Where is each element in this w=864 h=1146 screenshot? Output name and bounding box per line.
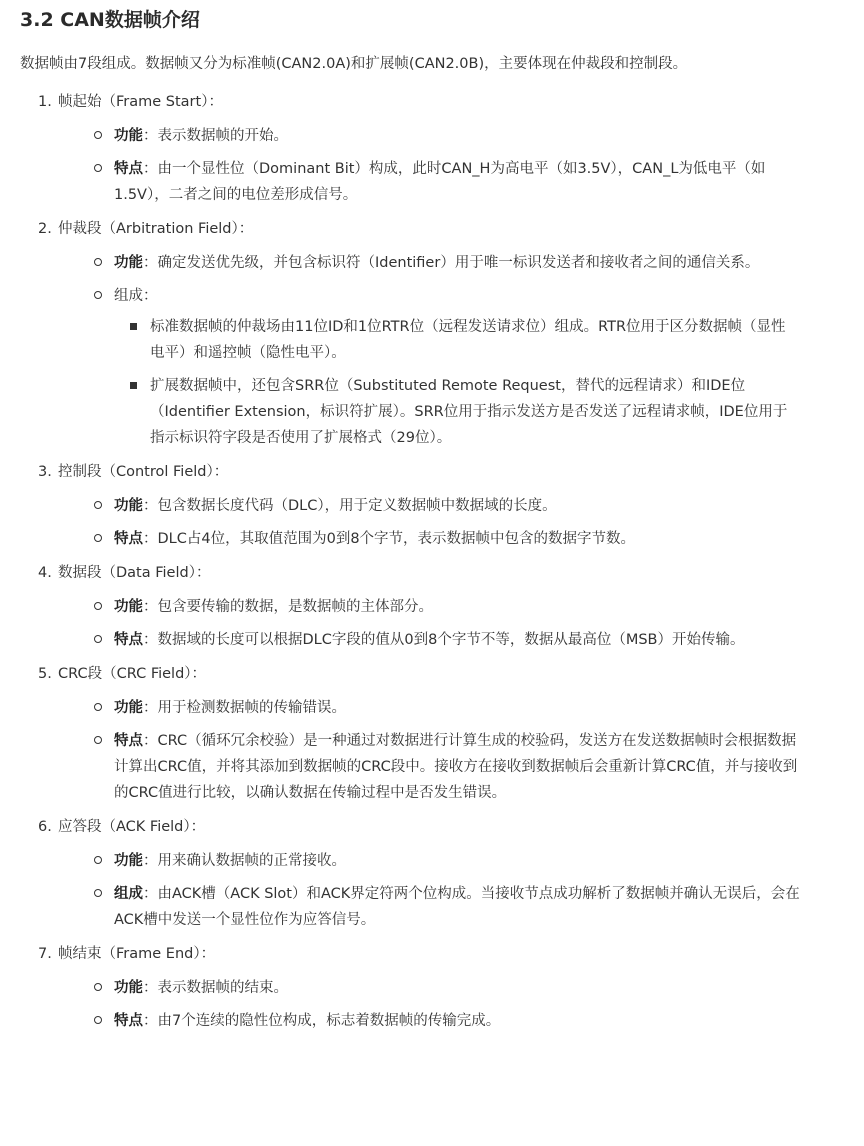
- bullet-text: ：CRC（循环冗余校验）是一种通过对数据进行计算生成的校验码，发送方在发送数据帧时会根据数据计算出CRC值，并将其添加到数据帧的CRC段中。接收方在接收到数据帧后会重新计算CRC值，并与接收到的CRC值进行比较，以确认数据在传输过程中是否发生错误。: [114, 733, 798, 801]
- bullet-label: 功能: [114, 255, 143, 271]
- section-number: 6.: [38, 819, 52, 835]
- section-title-text: 应答段（ACK Field）：: [58, 819, 206, 835]
- section-number: 7.: [38, 946, 52, 962]
- section-title-text: 帧结束（Frame End）：: [58, 946, 216, 962]
- intro-paragraph: 数据帧由7段组成。数据帧又分为标准帧(CAN2.0A)和扩展帧(CAN2.0B)，主要体现在仲裁段和控制段。: [20, 56, 688, 72]
- bullet-label: 功能: [114, 700, 143, 716]
- sub-bullet-item: 标准数据帧的仲裁场由11位ID和1位RTR位（远程发送请求位）组成。RTR位用于区分数据帧（显性电平）和遥控帧（隐性电平）。: [150, 314, 800, 366]
- section-number: 2.: [38, 221, 52, 237]
- section-item: [38, 660, 800, 806]
- bullet-label: 特点: [114, 531, 143, 547]
- bullet-list: [58, 123, 800, 208]
- bullet-text: ：表示数据帧的开始。: [143, 128, 288, 144]
- bullet-item: [114, 627, 800, 653]
- bullet-item: [114, 975, 800, 1001]
- bullet-item: [114, 728, 800, 806]
- section-heading: 3.2 CAN数据帧介绍: [20, 9, 200, 31]
- section-title: [38, 660, 800, 688]
- bullet-text: ：表示数据帧的结束。: [143, 980, 288, 996]
- section-item: [38, 940, 800, 1034]
- section-number: 3.: [38, 464, 52, 480]
- bullet-text: ：由ACK槽（ACK Slot）和ACK界定符两个位构成。当接收节点成功解析了数据帧并确认无误后，会在ACK槽中发送一个显性位作为应答信号。: [114, 886, 800, 928]
- section-title: [38, 940, 800, 968]
- bullet-text: ：DLC占4位，其取值范围为0到8个字节，表示数据帧中包含的数据字节数。: [143, 531, 636, 547]
- section-list: [20, 88, 800, 1034]
- bullet-item: [114, 493, 800, 519]
- bullet-item: [114, 283, 800, 451]
- bullet-label: 特点: [114, 161, 143, 177]
- bullet-label: 功能: [114, 599, 143, 615]
- section-title: [38, 458, 800, 486]
- section-title: [38, 88, 800, 116]
- section-number: 1.: [38, 94, 52, 110]
- frame-sections: [20, 88, 800, 1041]
- bullet-label: 功能: [114, 128, 143, 144]
- bullet-text: ：确定发送优先级，并包含标识符（Identifier）用于唯一标识发送者和接收者之间的通信关系。: [143, 255, 760, 271]
- section-item: [38, 215, 800, 451]
- bullet-list: [58, 594, 800, 653]
- bullet-text: ：包含要传输的数据，是数据帧的主体部分。: [143, 599, 433, 615]
- sub-bullet-item: 扩展数据帧中，还包含SRR位（Substituted Remote Request，替代的远程请求）和IDE位（Identifier Extension，标识符扩展）。SRR位用于指示发送方是否发送了远程请求帧，IDE位用于指示标识符字段是否使用了扩展格式（29位）。: [150, 373, 800, 451]
- bullet-text: ：包含数据长度代码（DLC），用于定义数据帧中数据域的长度。: [143, 498, 557, 514]
- bullet-list: [58, 975, 800, 1034]
- section-title: [38, 813, 800, 841]
- bullet-text: ：用于检测数据帧的传输错误。: [143, 700, 346, 716]
- bullet-label: 功能: [114, 853, 143, 869]
- section-title-text: 仲裁段（Arbitration Field）：: [58, 221, 254, 237]
- bullet-list: [58, 250, 800, 451]
- bullet-item: [114, 1008, 800, 1034]
- bullet-item: [114, 695, 800, 721]
- section-item: [38, 559, 800, 653]
- bullet-label: 特点: [114, 733, 143, 749]
- bullet-label: 特点: [114, 1013, 143, 1029]
- section-title-text: 数据段（Data Field）：: [58, 565, 211, 581]
- bullet-text: 组成：: [114, 288, 158, 304]
- bullet-label: 组成: [114, 886, 143, 902]
- section-title-text: CRC段（CRC Field）：: [58, 666, 207, 682]
- bullet-label: 功能: [114, 498, 143, 514]
- bullet-item: [114, 526, 800, 552]
- section-item: [38, 458, 800, 552]
- bullet-list: [58, 695, 800, 806]
- bullet-item: [114, 848, 800, 874]
- section-title-text: 控制段（Control Field）：: [58, 464, 229, 480]
- bullet-label: 特点: [114, 632, 143, 648]
- sub-bullet-list: [114, 314, 800, 451]
- section-number: 4.: [38, 565, 52, 581]
- section-title-text: 帧起始（Frame Start）：: [58, 94, 223, 110]
- bullet-text: ：由7个连续的隐性位构成，标志着数据帧的传输完成。: [143, 1013, 501, 1029]
- bullet-text: ：数据域的长度可以根据DLC字段的值从0到8个字节不等，数据从最高位（MSB）开始传输。: [143, 632, 745, 648]
- bullet-item: [114, 881, 800, 933]
- bullet-list: [58, 848, 800, 933]
- section-item: [38, 813, 800, 933]
- section-title: [38, 215, 800, 243]
- section-number: 5.: [38, 666, 52, 682]
- bullet-list: [58, 493, 800, 552]
- bullet-item: [114, 123, 800, 149]
- bullet-label: 功能: [114, 980, 143, 996]
- bullet-text: ：用来确认数据帧的正常接收。: [143, 853, 346, 869]
- section-title: [38, 559, 800, 587]
- bullet-item: [114, 250, 800, 276]
- bullet-text: ：由一个显性位（Dominant Bit）构成，此时CAN_H为高电平（如3.5V），CAN_L为低电平（如1.5V），二者之间的电位差形成信号。: [114, 161, 766, 203]
- bullet-item: [114, 156, 800, 208]
- section-item: [38, 88, 800, 208]
- bullet-item: [114, 594, 800, 620]
